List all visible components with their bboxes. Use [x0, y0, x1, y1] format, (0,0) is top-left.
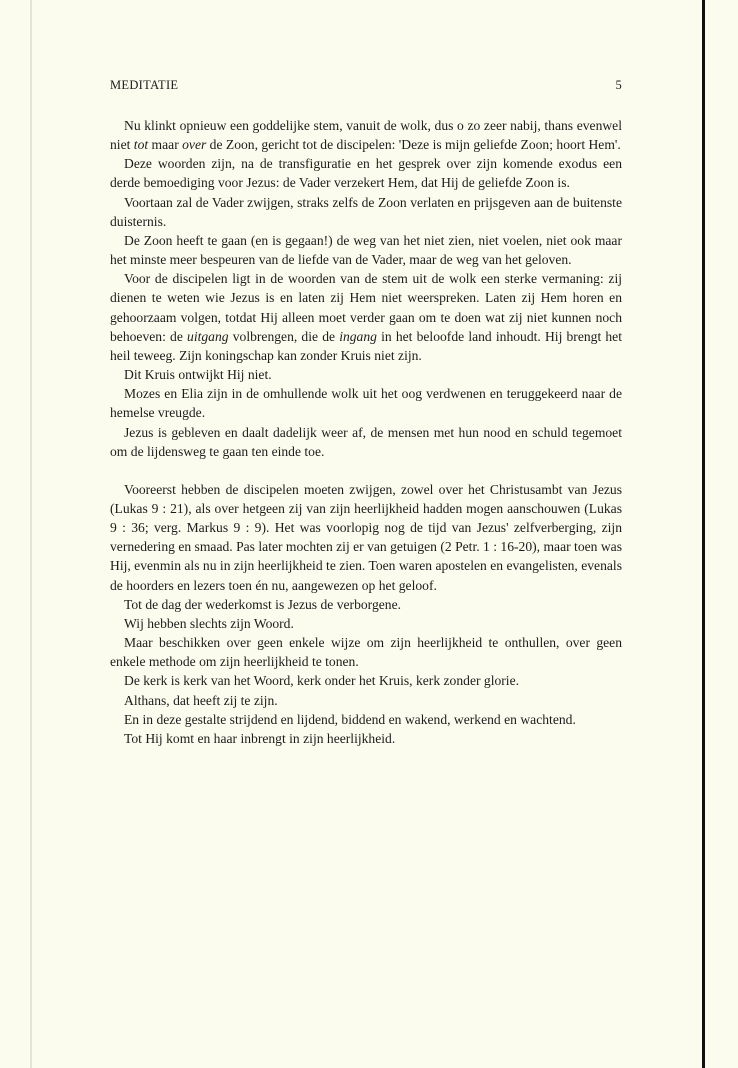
page-left-edge	[30, 0, 32, 1068]
paragraph: De Zoon heeft te gaan (en is gegaan!) de weg van het niet zien, niet voelen, niet ook maar het minste meer bespeuren van de liefde van de Vader, maar de weg van het geloven.	[110, 232, 622, 268]
page-number: 5	[615, 78, 622, 92]
paragraph: Mozes en Elia zijn in de omhullende wolk uit het oog verdwenen en teruggekeerd naar de hemelse vreugde.	[110, 386, 622, 421]
body-text	[110, 116, 622, 748]
italic-word: over	[182, 137, 207, 153]
paragraph: Tot Hij komt en haar inbrengt in zijn heerlijkheid.	[124, 730, 396, 746]
italic-word: tot	[133, 137, 149, 153]
paragraph: Wij hebben slechts zijn Woord.	[124, 615, 294, 631]
page-right-edge	[702, 0, 705, 1068]
paragraph: En in deze gestalte strijdend en lijdend, biddend en wakend, werkend en wachtend.	[124, 711, 576, 727]
paragraph: Dit Kruis ontwijkt Hij niet.	[124, 367, 272, 383]
paragraph: Voortaan zal de Vader zwijgen, straks zelfs de Zoon verlaten en prijsgeven aan de buitenste duisternis.	[110, 194, 622, 229]
paragraph: Deze woorden zijn, na de transfiguratie en het gesprek over zijn komende exodus een derde bemoediging voor Jezus: de Vader verzekert Hem, dat Hij de geliefde Zoon is.	[110, 156, 622, 191]
paragraph: Voor de discipelen ligt in de woorden van de stem uit de wolk een sterke vermaning: zij dienen te weten wie Jezus is en laten zij Hem niet weerspreken. Laten zij Hem horen en gehoorzaam volgen, totdat Hij alleen moet verder gaan om te doen wat zij niet kunnen noch behoeven: de uitgang volbrengen, die de ingang in het beloofde land inhoudt. Hij brengt het heil teweeg. Zijn koningschap kan zonder Kruis niet zijn.	[110, 271, 622, 363]
paragraph: Tot de dag der wederkomst is Jezus de verborgene.	[124, 596, 402, 612]
italic-word: uitgang	[187, 328, 229, 344]
paragraph: Jezus is gebleven en daalt dadelijk weer af, de mensen met hun nood en schuld tegemoet om de lijdensweg te gaan ten einde toe.	[110, 424, 622, 459]
running-title: MEDITATIE	[110, 78, 179, 92]
paragraph: Althans, dat heeft zij te zijn.	[124, 692, 278, 708]
running-header	[110, 78, 622, 96]
paragraph: Maar beschikken over geen enkele wijze om zijn heerlijkheid te onthullen, over geen enkele methode om zijn heerlijkheid te tonen.	[110, 635, 622, 670]
paragraph: Vooreerst hebben de discipelen moeten zwijgen, zowel over het Christusambt van Jezus (Lukas 9 : 21), als over hetgeen zij van zijn heerlijkheid hadden mogen aanschouwen (Lukas 9 : 36; verg. Markus 9 : 9). Het was voorlopig nog de tijd van Jezus' zelfverberging, zijn vernedering en smaad. Pas later mochten zij er van getuigen (2 Petr. 1 : 16-20), maar toen was Hij, evenmin als nu in zijn heerlijkheid te zien. Toen waren apostelen en evangelisten, evenals de hoorders en lezers toen én nu, aangewezen op het geloof.	[110, 481, 622, 593]
paragraph: Nu klinkt opnieuw een goddelijke stem, vanuit de wolk, dus o zo zeer nabij, thans evenwel niet tot maar over de Zoon, gericht tot de discipelen: 'Deze is mijn geliefde Zoon; hoort Hem'.	[110, 118, 622, 153]
italic-word: ingang	[339, 328, 377, 344]
paragraph: De kerk is kerk van het Woord, kerk onder het Kruis, kerk zonder glorie.	[124, 673, 520, 689]
